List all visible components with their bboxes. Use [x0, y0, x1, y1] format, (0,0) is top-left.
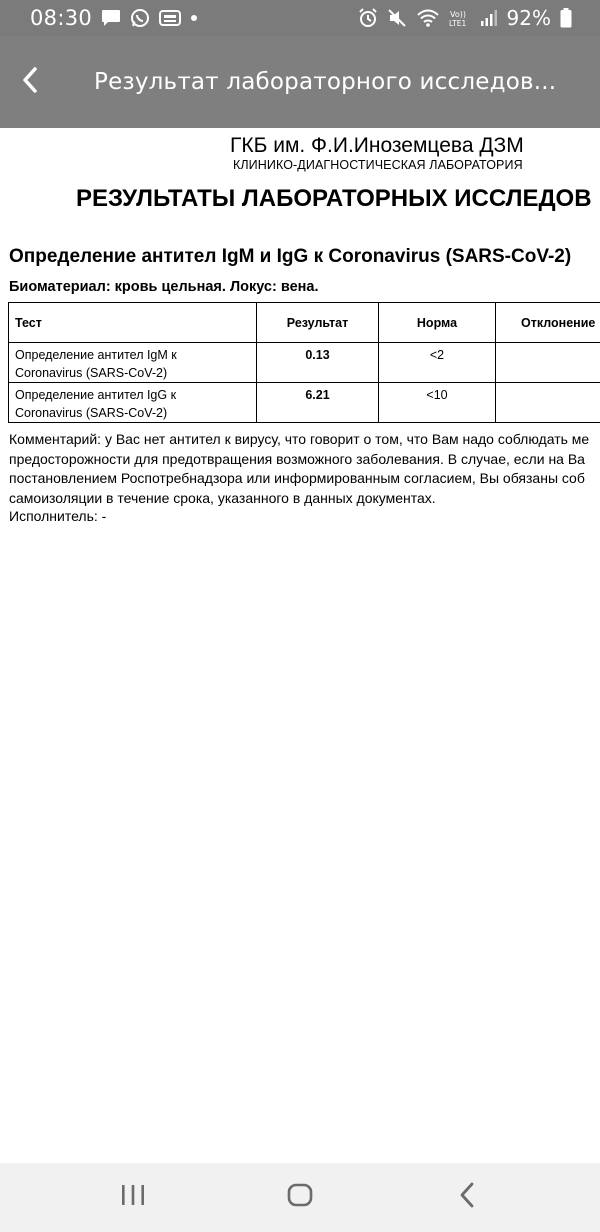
organization-department: КЛИНИКО-ДИАГНОСТИЧЕСКАЯ ЛАБОРАТОРИЯ — [233, 158, 523, 172]
table-header-row — [9, 303, 600, 343]
comment-line: предосторожности для предотвращения возможного заболевания. В случае, если на Ва — [9, 450, 585, 467]
home-button[interactable] — [270, 1168, 330, 1228]
svg-text:LTE1: LTE1 — [448, 19, 466, 28]
game-app-icon — [159, 9, 181, 27]
cell-test-line: Coronavirus (SARS-CoV-2) — [15, 406, 168, 420]
svg-text:Vo)): Vo)) — [449, 10, 466, 19]
wifi-icon — [416, 8, 440, 28]
back-nav-icon — [457, 1181, 477, 1214]
cell-test-line: Определение антител IgM к — [15, 348, 177, 362]
signal-icon — [480, 9, 498, 27]
battery-percentage: 92% — [506, 6, 551, 30]
page-title: Результат лабораторного исследов... — [94, 69, 557, 95]
organization-name: ГКБ им. Ф.И.Иноземцева ДЗМ — [230, 134, 524, 157]
dot-icon — [190, 14, 198, 22]
cell-test — [9, 343, 257, 383]
cell-norm: <2 — [379, 343, 496, 383]
message-icon — [101, 9, 121, 27]
whatsapp-icon — [130, 8, 150, 28]
comment-line: самоизоляции в течение срока, указанного в данных документах. — [9, 489, 436, 506]
battery-icon — [560, 8, 572, 28]
comment-text — [9, 430, 600, 508]
lab-report-document[interactable] — [0, 128, 600, 1163]
header-norm: Норма — [379, 303, 496, 343]
status-time: 08:30 — [30, 6, 93, 30]
cell-deviation — [496, 343, 600, 383]
navigation-bar — [0, 1163, 600, 1232]
biomaterial-info: Биоматериал: кровь цельная. Локус: вена. — [9, 279, 319, 295]
header-deviation: Отклонение — [496, 303, 600, 343]
home-icon — [286, 1182, 314, 1213]
cell-test-line: Определение антител IgG к — [15, 388, 177, 402]
comment-line: Комментарий: у Вас нет антител к вирусу, что говорит о том, что Вам надо соблюдать ме — [9, 431, 590, 447]
recent-apps-button[interactable] — [103, 1168, 163, 1228]
header-result: Результат — [257, 303, 379, 343]
volte-icon — [449, 8, 471, 28]
status-left — [30, 6, 198, 30]
status-right — [358, 6, 572, 30]
comment-line: постановлением Роспотребнадзора или информированным согласием, Вы обязаны соб — [9, 470, 585, 486]
cell-deviation — [496, 383, 600, 423]
chevron-left-icon — [21, 66, 39, 99]
recent-apps-icon — [120, 1183, 146, 1212]
mute-icon — [387, 8, 407, 28]
status-bar — [0, 0, 600, 36]
test-heading: Определение антител IgM и IgG к Coronavirus (SARS-CoV-2) — [9, 246, 572, 267]
results-table — [8, 302, 600, 423]
document-title: РЕЗУЛЬТАТЫ ЛАБОРАТОРНЫХ ИССЛЕДОВ — [76, 185, 592, 212]
table-row — [9, 383, 600, 423]
table-row — [9, 343, 600, 383]
app-bar — [0, 36, 600, 128]
back-nav-button[interactable] — [437, 1168, 497, 1228]
cell-test-line: Coronavirus (SARS-CoV-2) — [15, 366, 168, 380]
cell-test — [9, 383, 257, 423]
cell-result: 6.21 — [257, 383, 379, 423]
executor-info: Исполнитель: - — [9, 508, 107, 524]
cell-result: 0.13 — [257, 343, 379, 383]
cell-norm: <10 — [379, 383, 496, 423]
header-test: Тест — [9, 303, 257, 343]
alarm-icon — [358, 8, 378, 28]
back-button[interactable] — [0, 36, 60, 128]
